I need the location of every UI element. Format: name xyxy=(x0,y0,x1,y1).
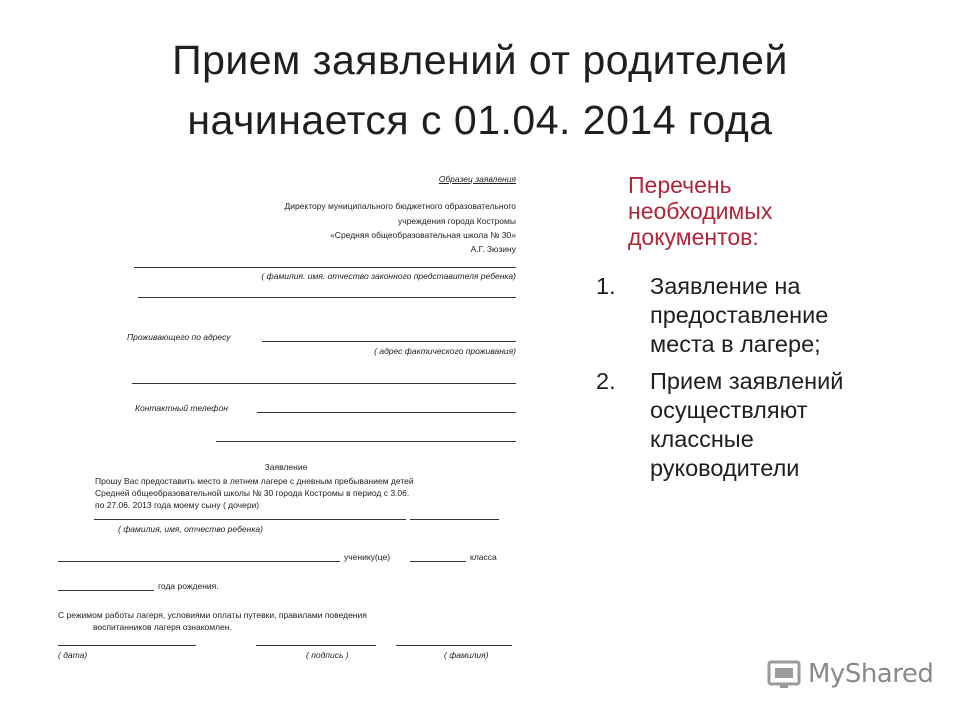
addressee-line-3: «Средняя общеобразовательная школа № 30» xyxy=(330,230,516,240)
sig-surname-caption: ( фамилия) xyxy=(444,650,489,660)
address-line xyxy=(262,341,516,342)
list-text-line: Заявление на xyxy=(650,273,801,299)
child-name-line-2 xyxy=(410,519,499,520)
documents-list-item xyxy=(596,272,946,359)
sig-signature-caption: ( подпись ) xyxy=(306,650,349,660)
ack-line-1: С режимом работы лагеря, условиями оплаты путевки, правилами поведения xyxy=(58,610,367,620)
class-label: класса xyxy=(470,552,497,562)
ack-line-2: воспитанников лагеря ознакомлен. xyxy=(93,622,232,632)
title-line-1: Прием заявлений от родителей xyxy=(172,37,788,83)
documents-heading-line-3: документов: xyxy=(628,224,759,250)
documents-heading xyxy=(628,172,772,250)
statement-title: Заявление xyxy=(264,462,308,472)
title-line-2: начинается с 01.04. 2014 года xyxy=(187,97,773,143)
list-text-line: осуществляют xyxy=(650,397,808,423)
phone-label: Контактный телефон xyxy=(135,403,228,413)
child-caption: ( фамилия, имя, отчество ребенка) xyxy=(118,524,263,534)
class-line xyxy=(410,561,466,562)
list-text-line: места в лагере; xyxy=(650,331,821,357)
phone-line-2 xyxy=(216,441,516,442)
list-text xyxy=(650,367,946,483)
watermark-text: MyShared xyxy=(808,659,934,689)
surname-line xyxy=(396,645,512,646)
address-line-2 xyxy=(132,383,516,384)
parent-caption: ( фамилия. имя. отчество законного представителя ребенка) xyxy=(261,271,516,281)
request-line-3: по 27.06. 2013 года моему сыну ( дочери) xyxy=(95,500,260,510)
student-label: ученику(це) xyxy=(344,552,391,562)
documents-heading-line-1: Перечень xyxy=(628,172,732,198)
student-line xyxy=(58,561,340,562)
list-number: 1. xyxy=(596,273,616,299)
list-text-line: классные xyxy=(650,426,754,452)
myshared-watermark xyxy=(766,655,933,693)
documents-heading-line-2: необходимых xyxy=(628,198,773,224)
phone-line xyxy=(257,412,516,413)
sig-date-caption: ( дата) xyxy=(58,650,88,660)
list-text-line: предоставление xyxy=(650,302,829,328)
request-line-2: Средней общеобразовательной школы № 30 города Костромы в период с 3.06. xyxy=(95,488,410,498)
list-text-line: Прием заявлений xyxy=(650,368,844,394)
date-line xyxy=(58,645,196,646)
request-line-1: Прошу Вас предоставить место в летнем лагере с дневным пребыванием детей xyxy=(95,476,414,486)
list-text-line: руководители xyxy=(650,455,800,481)
signature-line xyxy=(256,645,376,646)
myshared-logo-icon xyxy=(766,658,802,690)
birth-year-label: года рождения. xyxy=(158,581,219,591)
addressee-line-2: учреждения города Костромы xyxy=(397,216,516,226)
documents-list xyxy=(596,272,946,491)
birth-year-line xyxy=(58,590,154,591)
parent-name-line xyxy=(134,267,516,268)
addressee-line-1: Директору муниципального бюджетного образовательного xyxy=(284,201,516,211)
form-heading: Образец заявления xyxy=(438,174,516,184)
addressee-line-4: А.Г. Зюзину xyxy=(470,244,516,254)
parent-name-line-2 xyxy=(138,297,516,298)
child-name-line xyxy=(94,519,406,520)
residence-label: Проживающего по адресу xyxy=(127,332,231,342)
list-text xyxy=(650,272,946,359)
documents-list-item xyxy=(596,367,946,483)
address-caption: ( адрес фактического проживания) xyxy=(374,346,516,356)
list-number: 2. xyxy=(596,368,616,394)
